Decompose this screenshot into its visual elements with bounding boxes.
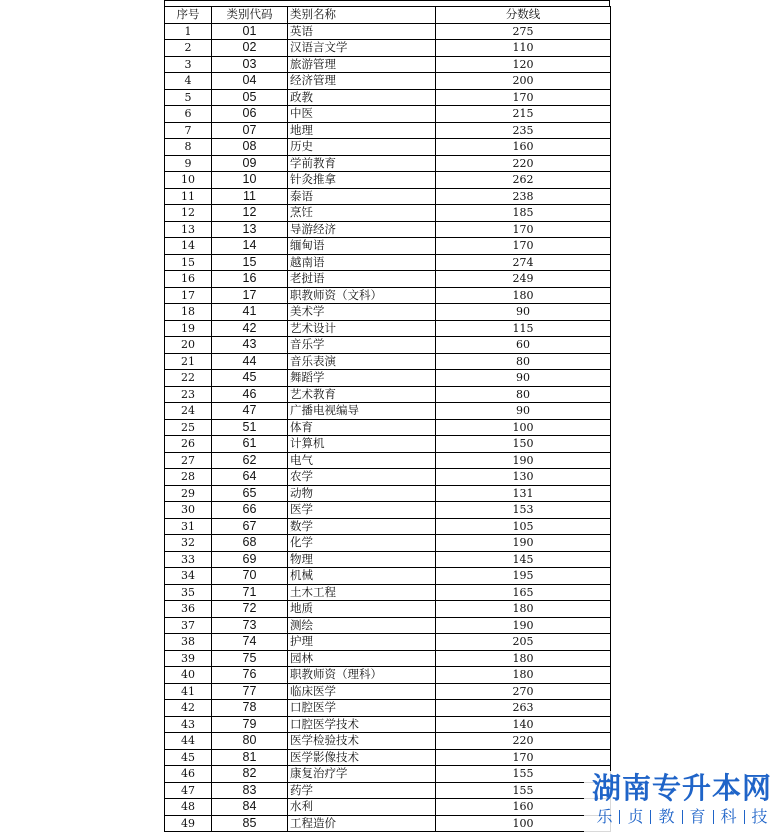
score-table — [164, 6, 611, 832]
row-category-code: 77 — [212, 683, 288, 700]
row-index: 24 — [165, 403, 212, 420]
row-category-name: 美术学 — [288, 304, 436, 321]
row-index: 17 — [165, 287, 212, 304]
watermark-subtitle-char: 育 — [689, 807, 706, 826]
row-category-name: 医学检验技术 — [288, 733, 436, 750]
table-row — [165, 700, 611, 717]
row-category-code: 05 — [212, 89, 288, 106]
row-category-name: 音乐学 — [288, 337, 436, 354]
row-index: 42 — [165, 700, 212, 717]
row-index: 45 — [165, 749, 212, 766]
row-category-code: 42 — [212, 320, 288, 337]
row-index: 14 — [165, 238, 212, 255]
score-table-sheet — [164, 0, 610, 832]
table-row — [165, 172, 611, 189]
row-category-name: 物理 — [288, 551, 436, 568]
row-category-code: 51 — [212, 419, 288, 436]
row-category-name: 职教师资（理科） — [288, 667, 436, 684]
table-row — [165, 320, 611, 337]
watermark-subtitle-char: 科 — [720, 807, 737, 826]
row-index: 16 — [165, 271, 212, 288]
row-category-code: 69 — [212, 551, 288, 568]
row-score-line: 275 — [436, 23, 611, 40]
table-row — [165, 815, 611, 832]
row-index: 47 — [165, 782, 212, 799]
row-category-name: 职教师资（文科） — [288, 287, 436, 304]
row-score-line: 80 — [436, 386, 611, 403]
row-index: 48 — [165, 799, 212, 816]
row-category-code: 13 — [212, 221, 288, 238]
row-score-line: 155 — [436, 782, 611, 799]
row-index: 25 — [165, 419, 212, 436]
row-category-name: 舞蹈学 — [288, 370, 436, 387]
table-row — [165, 122, 611, 139]
row-index: 26 — [165, 436, 212, 453]
row-category-name: 老挝语 — [288, 271, 436, 288]
row-category-code: 78 — [212, 700, 288, 717]
row-category-name: 化学 — [288, 535, 436, 552]
row-index: 4 — [165, 73, 212, 90]
row-category-code: 62 — [212, 452, 288, 469]
row-category-name: 电气 — [288, 452, 436, 469]
table-body — [165, 23, 611, 832]
table-row — [165, 287, 611, 304]
row-category-name: 动物 — [288, 485, 436, 502]
row-score-line: 190 — [436, 617, 611, 634]
table-row — [165, 139, 611, 156]
table-row — [165, 188, 611, 205]
row-category-name: 针灸推拿 — [288, 172, 436, 189]
table-row — [165, 452, 611, 469]
table-row — [165, 304, 611, 321]
row-index: 40 — [165, 667, 212, 684]
row-category-code: 17 — [212, 287, 288, 304]
row-index: 11 — [165, 188, 212, 205]
watermark-title: 湖南专升本网 — [591, 771, 772, 805]
row-score-line: 170 — [436, 238, 611, 255]
row-category-name: 园林 — [288, 650, 436, 667]
table-header-row — [165, 7, 611, 24]
row-category-name: 口腔医学 — [288, 700, 436, 717]
row-category-name: 数学 — [288, 518, 436, 535]
table-row — [165, 436, 611, 453]
row-category-code: 41 — [212, 304, 288, 321]
row-index: 21 — [165, 353, 212, 370]
row-category-name: 旅游管理 — [288, 56, 436, 73]
row-index: 10 — [165, 172, 212, 189]
row-category-code: 16 — [212, 271, 288, 288]
header-index: 序号 — [165, 7, 212, 24]
row-score-line: 274 — [436, 254, 611, 271]
row-index: 30 — [165, 502, 212, 519]
table-row — [165, 271, 611, 288]
row-index: 19 — [165, 320, 212, 337]
row-index: 6 — [165, 106, 212, 123]
watermark-subtitle — [584, 807, 780, 827]
row-category-code: 04 — [212, 73, 288, 90]
table-row — [165, 155, 611, 172]
row-index: 7 — [165, 122, 212, 139]
row-index: 34 — [165, 568, 212, 585]
row-category-name: 医学 — [288, 502, 436, 519]
row-score-line: 131 — [436, 485, 611, 502]
table-row — [165, 73, 611, 90]
row-score-line: 90 — [436, 370, 611, 387]
row-score-line: 60 — [436, 337, 611, 354]
row-category-name: 广播电视编导 — [288, 403, 436, 420]
row-category-code: 79 — [212, 716, 288, 733]
row-category-code: 47 — [212, 403, 288, 420]
row-category-name: 土木工程 — [288, 584, 436, 601]
row-category-code: 10 — [212, 172, 288, 189]
table-row — [165, 716, 611, 733]
row-category-code: 01 — [212, 23, 288, 40]
table-row — [165, 370, 611, 387]
table-row — [165, 766, 611, 783]
row-score-line: 165 — [436, 584, 611, 601]
row-index: 2 — [165, 40, 212, 57]
header-category-code: 类别代码 — [212, 7, 288, 24]
row-score-line: 115 — [436, 320, 611, 337]
row-category-name: 音乐表演 — [288, 353, 436, 370]
table-row — [165, 89, 611, 106]
table-row — [165, 353, 611, 370]
row-category-name: 缅甸语 — [288, 238, 436, 255]
table-row — [165, 617, 611, 634]
row-category-code: 82 — [212, 766, 288, 783]
row-category-code: 07 — [212, 122, 288, 139]
row-score-line: 249 — [436, 271, 611, 288]
row-index: 12 — [165, 205, 212, 222]
row-index: 49 — [165, 815, 212, 832]
table-row — [165, 667, 611, 684]
row-category-name: 艺术教育 — [288, 386, 436, 403]
row-score-line: 90 — [436, 403, 611, 420]
row-category-code: 43 — [212, 337, 288, 354]
row-score-line: 220 — [436, 155, 611, 172]
row-index: 36 — [165, 601, 212, 618]
row-category-code: 80 — [212, 733, 288, 750]
row-category-code: 06 — [212, 106, 288, 123]
table-row — [165, 634, 611, 651]
table-row — [165, 551, 611, 568]
table-row — [165, 782, 611, 799]
table-row — [165, 469, 611, 486]
header-category-name: 类别名称 — [288, 7, 436, 24]
table-row — [165, 238, 611, 255]
row-score-line: 160 — [436, 139, 611, 156]
row-score-line: 215 — [436, 106, 611, 123]
row-index: 15 — [165, 254, 212, 271]
row-category-name: 口腔医学技术 — [288, 716, 436, 733]
row-category-code: 73 — [212, 617, 288, 634]
row-category-code: 81 — [212, 749, 288, 766]
row-score-line: 110 — [436, 40, 611, 57]
row-category-code: 67 — [212, 518, 288, 535]
row-index: 44 — [165, 733, 212, 750]
row-index: 20 — [165, 337, 212, 354]
row-index: 32 — [165, 535, 212, 552]
row-category-name: 康复治疗学 — [288, 766, 436, 783]
row-category-code: 02 — [212, 40, 288, 57]
row-index: 29 — [165, 485, 212, 502]
row-score-line: 180 — [436, 650, 611, 667]
row-score-line: 153 — [436, 502, 611, 519]
row-category-code: 08 — [212, 139, 288, 156]
row-category-code: 45 — [212, 370, 288, 387]
row-category-name: 泰语 — [288, 188, 436, 205]
table-row — [165, 733, 611, 750]
row-category-code: 64 — [212, 469, 288, 486]
row-score-line: 105 — [436, 518, 611, 535]
row-index: 18 — [165, 304, 212, 321]
row-score-line: 170 — [436, 89, 611, 106]
table-row — [165, 221, 611, 238]
row-index: 22 — [165, 370, 212, 387]
row-score-line: 100 — [436, 419, 611, 436]
row-score-line: 180 — [436, 667, 611, 684]
row-score-line: 238 — [436, 188, 611, 205]
row-category-name: 地质 — [288, 601, 436, 618]
row-category-code: 66 — [212, 502, 288, 519]
row-category-code: 44 — [212, 353, 288, 370]
row-index: 28 — [165, 469, 212, 486]
row-category-name: 经济管理 — [288, 73, 436, 90]
row-category-code: 84 — [212, 799, 288, 816]
table-row — [165, 650, 611, 667]
table-row — [165, 205, 611, 222]
row-category-code: 15 — [212, 254, 288, 271]
row-category-name: 工程造价 — [288, 815, 436, 832]
row-category-name: 中医 — [288, 106, 436, 123]
table-row — [165, 403, 611, 420]
row-index: 46 — [165, 766, 212, 783]
row-category-name: 导游经济 — [288, 221, 436, 238]
row-index: 41 — [165, 683, 212, 700]
row-category-name: 农学 — [288, 469, 436, 486]
row-index: 9 — [165, 155, 212, 172]
row-index: 3 — [165, 56, 212, 73]
row-index: 8 — [165, 139, 212, 156]
row-category-code: 70 — [212, 568, 288, 585]
row-category-name: 地理 — [288, 122, 436, 139]
table-row — [165, 518, 611, 535]
row-category-name: 体育 — [288, 419, 436, 436]
table-row — [165, 40, 611, 57]
row-score-line: 140 — [436, 716, 611, 733]
watermark-subtitle-char: 技 — [751, 807, 768, 826]
row-index: 31 — [165, 518, 212, 535]
row-category-name: 医学影像技术 — [288, 749, 436, 766]
table-row — [165, 419, 611, 436]
row-category-name: 汉语言文学 — [288, 40, 436, 57]
row-score-line: 80 — [436, 353, 611, 370]
row-score-line: 170 — [436, 221, 611, 238]
table-row — [165, 535, 611, 552]
row-index: 1 — [165, 23, 212, 40]
row-category-name: 临床医学 — [288, 683, 436, 700]
row-category-name: 机械 — [288, 568, 436, 585]
row-category-code: 65 — [212, 485, 288, 502]
row-score-line: 190 — [436, 452, 611, 469]
row-score-line: 263 — [436, 700, 611, 717]
row-category-code: 14 — [212, 238, 288, 255]
table-row — [165, 56, 611, 73]
watermark-subtitle-char: 教 — [658, 807, 675, 826]
row-index: 35 — [165, 584, 212, 601]
row-score-line: 170 — [436, 749, 611, 766]
row-category-code: 72 — [212, 601, 288, 618]
table-row — [165, 485, 611, 502]
row-category-code: 09 — [212, 155, 288, 172]
table-row — [165, 502, 611, 519]
row-score-line: 220 — [436, 733, 611, 750]
row-index: 37 — [165, 617, 212, 634]
row-category-name: 历史 — [288, 139, 436, 156]
watermark-subtitle-char: 贞 — [627, 807, 644, 826]
table-row — [165, 386, 611, 403]
row-category-name: 计算机 — [288, 436, 436, 453]
row-category-code: 71 — [212, 584, 288, 601]
row-category-name: 烹饪 — [288, 205, 436, 222]
row-score-line: 200 — [436, 73, 611, 90]
row-index: 43 — [165, 716, 212, 733]
table-row — [165, 254, 611, 271]
row-category-name: 药学 — [288, 782, 436, 799]
row-score-line: 145 — [436, 551, 611, 568]
row-score-line: 235 — [436, 122, 611, 139]
row-category-name: 越南语 — [288, 254, 436, 271]
row-score-line: 262 — [436, 172, 611, 189]
row-score-line: 120 — [436, 56, 611, 73]
table-row — [165, 601, 611, 618]
row-score-line: 270 — [436, 683, 611, 700]
row-score-line: 190 — [436, 535, 611, 552]
row-index: 38 — [165, 634, 212, 651]
row-category-code: 68 — [212, 535, 288, 552]
row-index: 5 — [165, 89, 212, 106]
watermark-subtitle-char: 乐 — [596, 807, 613, 826]
row-index: 13 — [165, 221, 212, 238]
row-category-code: 76 — [212, 667, 288, 684]
table-row — [165, 568, 611, 585]
row-index: 27 — [165, 452, 212, 469]
row-score-line: 100 — [436, 815, 611, 832]
row-category-name: 测绘 — [288, 617, 436, 634]
row-score-line: 90 — [436, 304, 611, 321]
row-score-line: 180 — [436, 287, 611, 304]
row-index: 23 — [165, 386, 212, 403]
row-category-name: 水利 — [288, 799, 436, 816]
row-category-name: 政教 — [288, 89, 436, 106]
row-category-name: 艺术设计 — [288, 320, 436, 337]
table-row — [165, 106, 611, 123]
row-category-code: 03 — [212, 56, 288, 73]
row-category-code: 75 — [212, 650, 288, 667]
row-category-code: 74 — [212, 634, 288, 651]
row-category-name: 学前教育 — [288, 155, 436, 172]
row-index: 33 — [165, 551, 212, 568]
row-score-line: 155 — [436, 766, 611, 783]
table-row — [165, 23, 611, 40]
row-category-name: 英语 — [288, 23, 436, 40]
row-score-line: 150 — [436, 436, 611, 453]
row-score-line: 205 — [436, 634, 611, 651]
row-category-name: 护理 — [288, 634, 436, 651]
table-row — [165, 584, 611, 601]
row-score-line: 180 — [436, 601, 611, 618]
row-category-code: 83 — [212, 782, 288, 799]
header-score-line: 分数线 — [436, 7, 611, 24]
row-index: 39 — [165, 650, 212, 667]
table-row — [165, 799, 611, 816]
watermark-logo — [584, 771, 780, 833]
table-row — [165, 749, 611, 766]
row-category-code: 61 — [212, 436, 288, 453]
row-category-code: 11 — [212, 188, 288, 205]
row-category-code: 12 — [212, 205, 288, 222]
table-row — [165, 337, 611, 354]
row-category-code: 46 — [212, 386, 288, 403]
row-category-code: 85 — [212, 815, 288, 832]
row-score-line: 130 — [436, 469, 611, 486]
row-score-line: 185 — [436, 205, 611, 222]
row-score-line: 195 — [436, 568, 611, 585]
row-score-line: 160 — [436, 799, 611, 816]
table-row — [165, 683, 611, 700]
